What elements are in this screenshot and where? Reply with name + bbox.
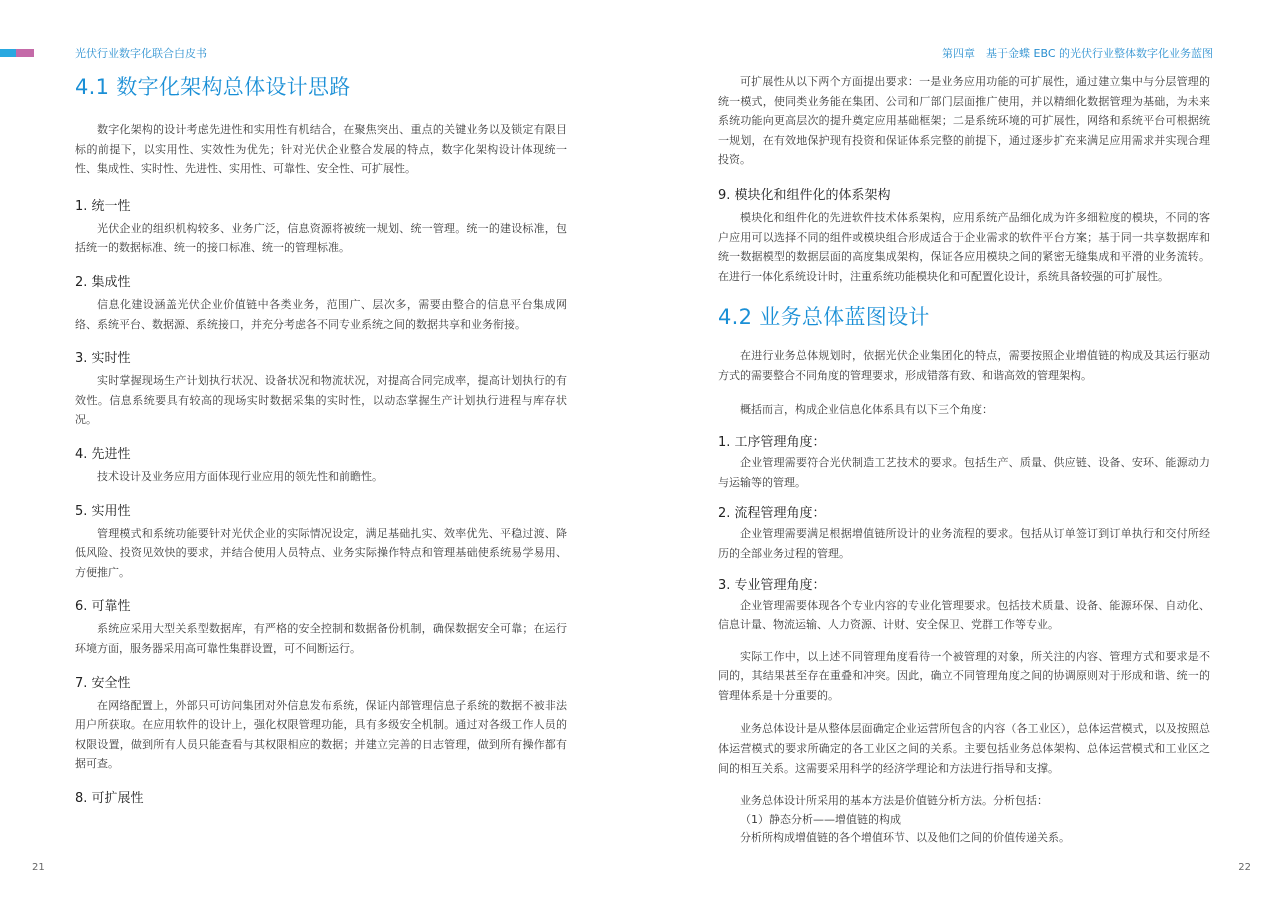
principle-body: 技术设计及业务应用方面体现行业应用的领先性和前瞻性。 bbox=[97, 469, 383, 483]
section-title-4-2: 4.2 业务总体蓝图设计 bbox=[718, 305, 930, 330]
angle-heading: 3. 专业管理角度： bbox=[718, 577, 826, 593]
intro-paragraph: 数字化架构的设计考虑先进性和实用性有机结合，在聚焦突出、重点的关键业务以及锁定有限目标的前提下，以实用性、实效性为优先；针对光伏企业整合发展的特点，数字化架构设计体现统一性、集成性、实时性、先进性、实用性、可靠性、安全性、可扩展性。 bbox=[75, 123, 567, 176]
principle-body: 光伏企业的组织机构较多、业务广泛，信息资源将被统一规划、统一管理。统一的建设标准，包括统一的数据标准、统一的接口标准、统一的管理标准。 bbox=[75, 221, 567, 255]
principle-heading: 7. 安全性 bbox=[75, 675, 131, 691]
principle-item bbox=[75, 674, 567, 774]
principle-item bbox=[75, 502, 567, 583]
angle-item bbox=[718, 576, 1210, 635]
left-page-column bbox=[75, 72, 567, 809]
blueprint-paragraph-2: 概括而言，构成企业信息化体系具有以下三个角度： bbox=[740, 402, 993, 416]
scalability-paragraph: 可扩展性从以下两个方面提出要求：一是业务应用功能的可扩展性，通过建立集中与分层管理的统一模式，使同类业务能在集团、公司和厂部门层面推广使用，并以精细化数据管理为基础，为未来系统功能向更高层次的提升奠定应用基础框架；二是系统环境的可扩展性，网络和系统平台可根据统一规划，在有效地保护现有投资和保证体系完整的前提下，通过逐步扩充来满足应用需求并实现合理投资。 bbox=[718, 75, 1210, 167]
angle-item bbox=[718, 433, 1210, 492]
principle-heading: 6. 可靠性 bbox=[75, 599, 131, 615]
header-left-title: 光伏行业数字化联合白皮书 bbox=[75, 47, 207, 60]
principle-body: 在网络配置上，外部只可访问集团对外信息发布系统，保证内部管理信息子系统的数据不被非法用户所获取。在应用软件的设计上，强化权限管理功能，具有多级安全机制。通过对各级工作人员的权限设置，做到所有人员只能查看与其权限相应的数据；并建立完善的日志管理，做到所有操作都有据可查。 bbox=[75, 698, 567, 771]
principle-body: 管理模式和系统功能要针对光伏企业的实际情况设定，满足基础扎实、效率优先、平稳过渡、降低风险、投资见效快的要求，并结合使用人员特点、业务实际操作特点和管理基础使系统易学易用、方便推广。 bbox=[75, 526, 567, 579]
header-accent-blue bbox=[0, 49, 16, 57]
page-number-right: 22 bbox=[1238, 862, 1251, 873]
principle-body: 实时掌握现场生产计划执行状况、设备状况和物流状况，对提高合同完成率，提高计划执行的有效性。信息系统要具有较高的现场实时数据采集的实时性，以动态掌握生产计划执行进程与库存状况。 bbox=[75, 374, 567, 427]
angle-heading: 2. 流程管理角度： bbox=[718, 506, 826, 522]
method-line-1: 业务总体设计所采用的基本方法是价值链分析方法。分析包括： bbox=[740, 794, 1048, 808]
angle-item bbox=[718, 504, 1210, 563]
principle-heading: 4. 先进性 bbox=[75, 446, 131, 462]
principle-heading: 1. 统一性 bbox=[75, 198, 131, 214]
principle-heading: 8. 可扩展性 bbox=[75, 790, 144, 806]
method-line-3: 分析所构成增值链的各个增值环节、以及他们之间的价值传递关系。 bbox=[740, 831, 1070, 845]
angle-body: 企业管理需要体现各个专业内容的专业化管理要求。包括技术质量、设备、能源环保、自动化、信息计量、物流运输、人力资源、计财、安全保卫、党群工作等专业。 bbox=[718, 598, 1210, 632]
header-right-title: 第四章 基于金蝶 EBC 的光伏行业整体数字化业务蓝图 bbox=[942, 47, 1213, 60]
page-number-left: 21 bbox=[32, 862, 45, 873]
principle-heading: 5. 实用性 bbox=[75, 503, 131, 519]
principle-item bbox=[75, 445, 567, 487]
angle-body: 企业管理需要符合光伏制造工艺技术的要求。包括生产、质量、供应链、设备、安环、能源动力与运输等的管理。 bbox=[718, 456, 1210, 489]
principle-body: 信息化建设涵盖光伏企业价值链中各类业务，范围广、层次多，需要由整合的信息平台集成网络、系统平台、数据源、系统接口，并充分考虑各不同专业系统之间的数据共享和业务衔接。 bbox=[75, 297, 567, 331]
angle-body: 企业管理需要满足根据增值链所设计的业务流程的要求。包括从订单签订到订单执行和交付所经历的全部业务过程的管理。 bbox=[718, 527, 1210, 560]
principle-item bbox=[75, 349, 567, 430]
principle-body: 系统应采用大型关系型数据库，有严格的安全控制和数据备份机制，确保数据安全可靠；在运行环境方面，服务器采用高可靠性集群设置，可不间断运行。 bbox=[75, 622, 567, 655]
header-accent-pink bbox=[16, 49, 34, 57]
principle-heading: 2. 集成性 bbox=[75, 274, 131, 290]
method-line-2: （1）静态分析——增值链的构成 bbox=[740, 812, 901, 826]
principle-body-9: 模块化和组件化的先进软件技术体系架构，应用系统产品细化成为许多细粒度的模块，不同的客户应用可以选择不同的组件或模块组合形成适合于企业需求的软件平台方案；基于同一共享数据库和统一数据模型的数据层面的高度集成架构，保证各应用模块之间的紧密无缝集成和平滑的业务流转。在进行一体化系统设计时，注重系统功能模块化和可配置化设计，系统具备较强的可扩展性。 bbox=[718, 210, 1210, 283]
blueprint-paragraph-3: 实际工作中，以上述不同管理角度看待一个被管理的对象，所关注的内容、管理方式和要求是不同的，其结果甚至存在重叠和冲突。因此，确立不同管理角度之间的协调原则对于形成和谐、统一的管理体系是十分重要的。 bbox=[718, 649, 1210, 702]
principle-heading: 3. 实时性 bbox=[75, 351, 131, 367]
principle-item bbox=[75, 197, 567, 258]
principle-item bbox=[75, 789, 567, 809]
principle-item bbox=[75, 597, 567, 658]
section-title-4-1: 4.1 数字化架构总体设计思路 bbox=[75, 75, 351, 99]
right-page-column bbox=[718, 72, 1210, 848]
blueprint-paragraph-1: 在进行业务总体规划时，依据光伏企业集团化的特点，需要按照企业增值链的构成及其运行驱动方式的需要整合不同角度的管理要求，形成错落有致、和谐高效的管理架构。 bbox=[718, 349, 1210, 382]
angle-heading: 1. 工序管理角度： bbox=[718, 435, 826, 451]
principle-item bbox=[75, 273, 567, 334]
blueprint-paragraph-4: 业务总体设计是从整体层面确定企业运营所包含的内容（各工业区），总体运营模式，以及按照总体运营模式的要求所确定的各工业区之间的关系。主要包括业务总体架构、总体运营模式和工业区之间的相互关系。这需要采用科学的经济学理论和方法进行指导和支撑。 bbox=[718, 722, 1210, 775]
principle-heading-9: 9. 模块化和组件化的体系架构 bbox=[718, 187, 891, 203]
